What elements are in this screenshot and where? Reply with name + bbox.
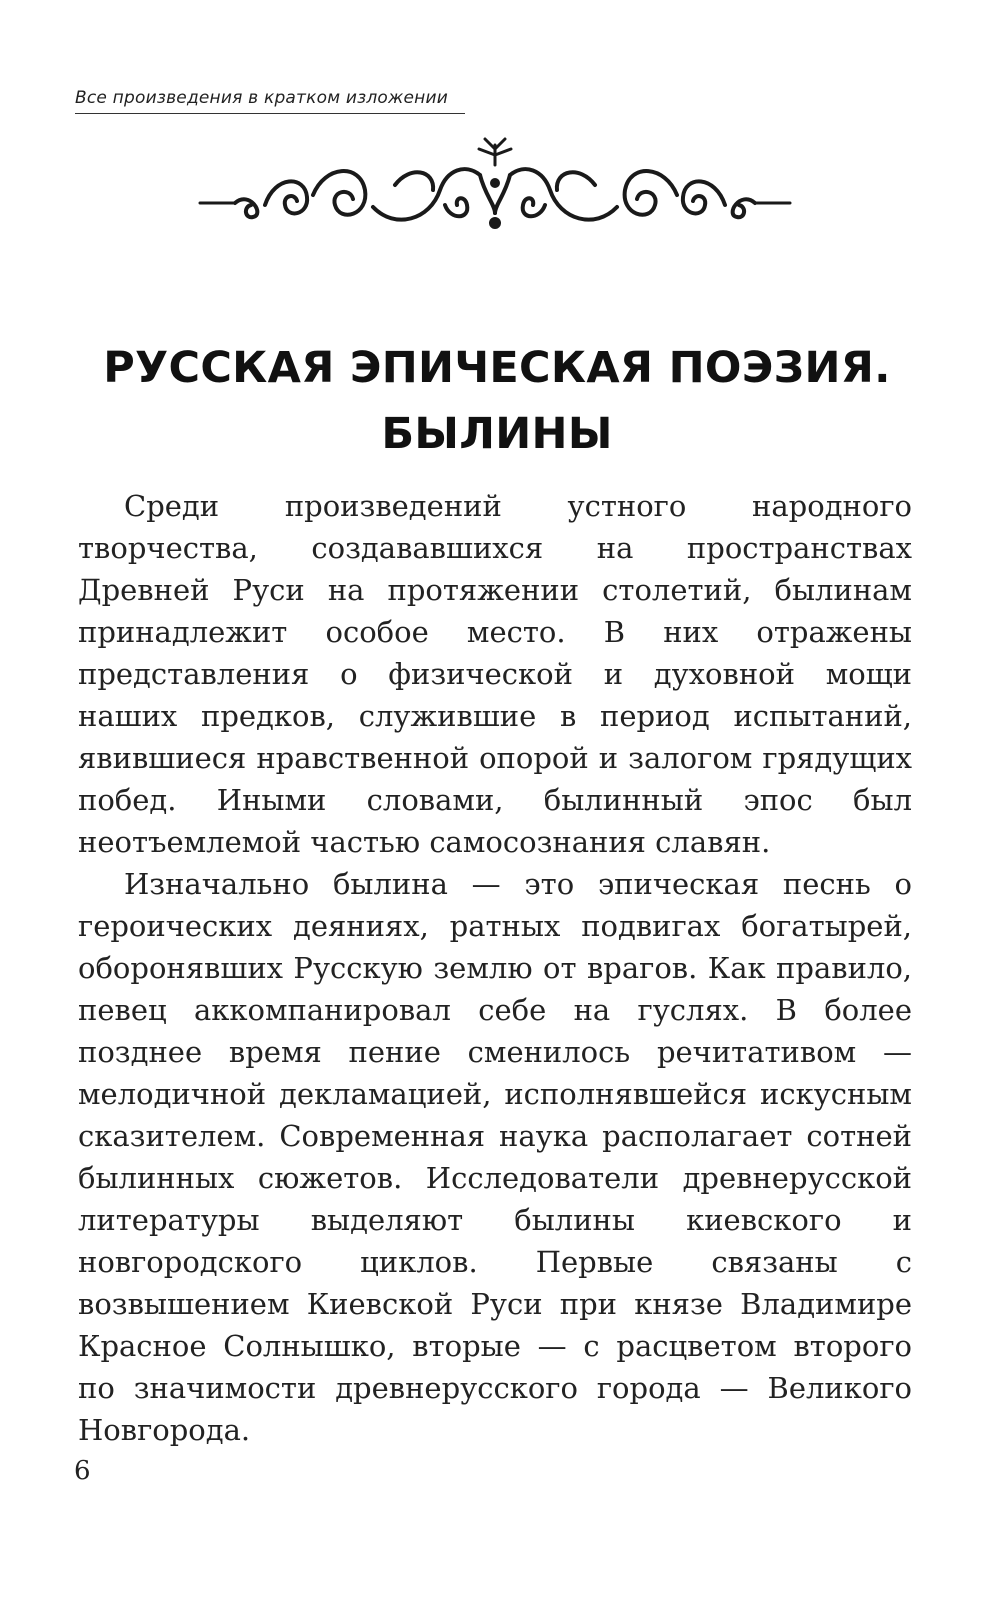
running-head: Все произведения в кратком изложении <box>75 88 465 114</box>
page-number: 6 <box>74 1456 91 1486</box>
decorative-flourish-icon <box>195 135 795 245</box>
chapter-title <box>60 335 934 467</box>
chapter-title-line-2: БЫЛИНЫ <box>381 409 613 459</box>
body-text <box>78 485 912 1451</box>
paragraph-1: Среди произведений устного народного творчества, создававшихся на пространствах Древней Руси на протяжении столетий, былинам принадлежит особое место. В них отражены представления о физической и духовной мощи наших предков, служившие в период испытаний, явившиеся нравственной опорой и залогом грядущих побед. Иными словами, былинный эпос был неотъемлемой частью самосознания славян. <box>78 489 912 859</box>
paragraph-2: Изначально былина — это эпическая песнь о героических деяниях, ратных подвигах богатырей, оборонявших Русскую землю от врагов. Как правило, певец аккомпанировал себе на гуслях. В более позднее время пение сменилось речитативом — мелодичной декламацией, исполнявшейся искусным сказителем. Современная наука располагает сотней былинных сюжетов. Исследователи древнерусской литературы выделяют былины киевского и новгородского циклов. Первые связаны с возвышением Киевской Руси при князе Владимире Красное Солнышко, вторые — с расцветом второго по значимости древнерусского города — Великого Новгорода. <box>78 867 912 1447</box>
chapter-title-line-1: РУССКАЯ ЭПИЧЕСКАЯ ПОЭЗИЯ. <box>103 343 891 393</box>
